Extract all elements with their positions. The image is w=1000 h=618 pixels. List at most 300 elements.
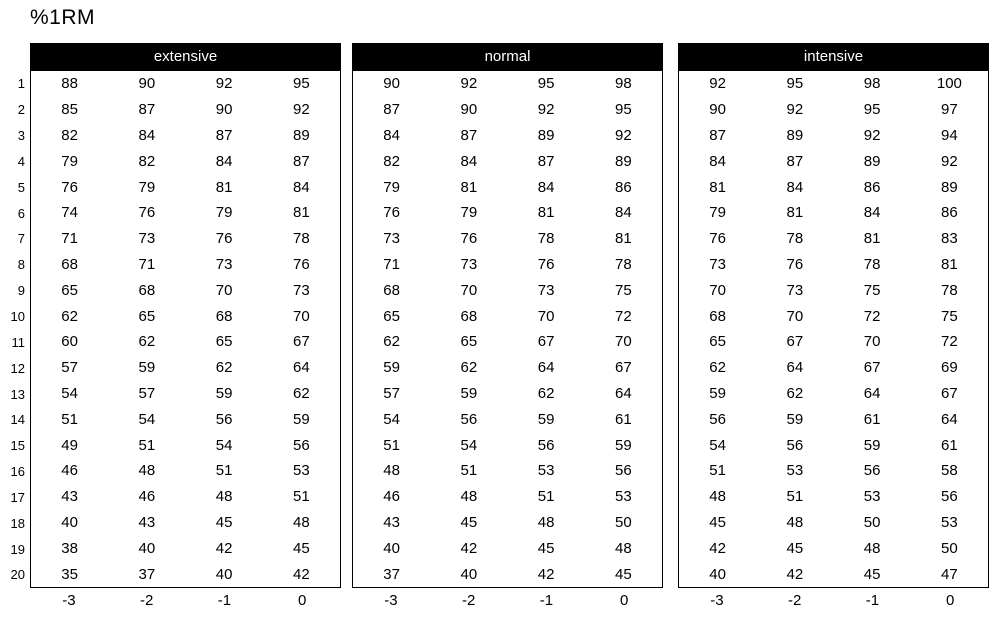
value-cell: 81 [460, 178, 478, 196]
value-cell: 90 [383, 75, 400, 93]
column-label: -2 [787, 591, 802, 609]
table-row [31, 226, 340, 252]
value-cell: 82 [138, 152, 156, 170]
value-cell: 45 [615, 565, 632, 583]
value-cell: 78 [615, 255, 632, 273]
value-cell: 42 [537, 565, 555, 583]
value-cell: 92 [215, 75, 233, 93]
table-row [31, 200, 340, 226]
value-cell: 68 [460, 307, 478, 325]
table-row [353, 277, 662, 303]
column-label: 0 [297, 591, 307, 609]
value-cell: 76 [786, 255, 804, 273]
value-cell: 72 [615, 307, 632, 325]
value-cell: 84 [383, 126, 400, 144]
value-cell: 72 [863, 307, 881, 325]
value-cell: 81 [293, 204, 310, 222]
value-cell: 40 [215, 565, 233, 583]
value-cell: 60 [61, 333, 78, 351]
value-cell: 35 [61, 565, 78, 583]
value-cell: 87 [293, 152, 310, 170]
value-cell: 53 [786, 462, 804, 480]
value-cell: 84 [863, 204, 881, 222]
value-cell: 49 [61, 436, 78, 454]
value-cell: 56 [215, 410, 233, 428]
value-cell: 50 [941, 539, 958, 557]
value-cell: 62 [709, 359, 726, 377]
table-row [353, 226, 662, 252]
row-label: 3 [17, 128, 25, 144]
column-label: 0 [945, 591, 955, 609]
value-cell: 97 [941, 101, 958, 119]
value-cell: 79 [460, 204, 478, 222]
value-cell: 81 [786, 204, 804, 222]
value-cell: 76 [215, 230, 233, 248]
value-cell: 76 [709, 230, 726, 248]
row-label: 7 [17, 231, 25, 247]
table-row [679, 355, 988, 381]
value-cell: 48 [215, 488, 233, 506]
value-cell: 73 [709, 255, 726, 273]
value-cell: 40 [709, 565, 726, 583]
value-cell: 59 [460, 384, 478, 402]
column-labels-row [678, 588, 989, 612]
value-cell: 74 [61, 204, 78, 222]
value-cell: 45 [786, 539, 804, 557]
value-cell: 76 [537, 255, 555, 273]
table-row [679, 252, 988, 278]
row-labels-column [0, 71, 25, 588]
table-row [679, 510, 988, 536]
value-cell: 70 [460, 281, 478, 299]
value-cell: 42 [786, 565, 804, 583]
table-row [353, 561, 662, 587]
column-label: -1 [539, 591, 554, 609]
row-label: 9 [17, 283, 25, 299]
table-row [679, 148, 988, 174]
value-cell: 78 [941, 281, 958, 299]
value-cell: 53 [941, 513, 958, 531]
table-row [679, 561, 988, 587]
row-label: 4 [17, 153, 25, 169]
value-cell: 78 [293, 230, 310, 248]
value-cell: 79 [215, 204, 233, 222]
table-body [30, 70, 341, 588]
table-row [353, 97, 662, 123]
table-row [679, 277, 988, 303]
value-cell: 65 [215, 333, 233, 351]
table-row [679, 406, 988, 432]
value-cell: 89 [293, 126, 310, 144]
table-row [353, 381, 662, 407]
value-cell: 56 [293, 436, 310, 454]
value-cell: 64 [293, 359, 310, 377]
value-cell: 82 [383, 152, 400, 170]
table-section-extensive [30, 43, 341, 612]
value-cell: 53 [293, 462, 310, 480]
value-cell: 62 [215, 359, 233, 377]
value-cell: 43 [138, 513, 156, 531]
table-row [353, 458, 662, 484]
value-cell: 62 [383, 333, 400, 351]
value-cell: 78 [786, 230, 804, 248]
value-cell: 75 [941, 307, 958, 325]
value-cell: 40 [383, 539, 400, 557]
table-row [31, 535, 340, 561]
table-row [679, 71, 988, 97]
value-cell: 89 [941, 178, 958, 196]
row-label: 13 [10, 386, 25, 402]
value-cell: 70 [537, 307, 555, 325]
value-cell: 70 [293, 307, 310, 325]
value-cell: 59 [383, 359, 400, 377]
table-row [353, 174, 662, 200]
table-row [679, 535, 988, 561]
value-cell: 92 [709, 75, 726, 93]
row-label: 5 [17, 179, 25, 195]
value-cell: 76 [460, 230, 478, 248]
value-cell: 86 [863, 178, 881, 196]
value-cell: 78 [537, 230, 555, 248]
value-cell: 45 [215, 513, 233, 531]
table-row [679, 381, 988, 407]
row-label: 1 [17, 76, 25, 92]
value-cell: 71 [61, 230, 78, 248]
table-row [353, 252, 662, 278]
value-cell: 54 [138, 410, 156, 428]
value-cell: 76 [293, 255, 310, 273]
value-cell: 62 [293, 384, 310, 402]
value-cell: 48 [383, 462, 400, 480]
value-cell: 65 [61, 281, 78, 299]
value-cell: 61 [863, 410, 881, 428]
column-label: 0 [619, 591, 629, 609]
value-cell: 68 [383, 281, 400, 299]
value-cell: 43 [383, 513, 400, 531]
value-cell: 84 [138, 126, 156, 144]
value-cell: 45 [537, 539, 555, 557]
value-cell: 56 [709, 410, 726, 428]
value-cell: 62 [138, 333, 156, 351]
table-row [31, 277, 340, 303]
value-cell: 75 [863, 281, 881, 299]
value-cell: 53 [537, 462, 555, 480]
value-cell: 37 [138, 565, 156, 583]
table-row [353, 71, 662, 97]
table-row [353, 355, 662, 381]
value-cell: 72 [941, 333, 958, 351]
row-label: 18 [10, 515, 25, 531]
table-row [31, 510, 340, 536]
value-cell: 42 [709, 539, 726, 557]
value-cell: 51 [709, 462, 726, 480]
section-header: normal [352, 43, 663, 70]
value-cell: 48 [537, 513, 555, 531]
figure-title: %1RM [30, 6, 96, 29]
value-cell: 87 [383, 101, 400, 119]
value-cell: 59 [615, 436, 632, 454]
table-row [679, 226, 988, 252]
value-cell: 79 [138, 178, 156, 196]
value-cell: 81 [215, 178, 233, 196]
value-cell: 38 [61, 539, 78, 557]
table-row [31, 432, 340, 458]
value-cell: 47 [941, 565, 958, 583]
value-cell: 64 [786, 359, 804, 377]
value-cell: 68 [61, 255, 78, 273]
value-cell: 51 [537, 488, 555, 506]
table-row [31, 406, 340, 432]
column-labels-row [352, 588, 663, 612]
value-cell: 84 [293, 178, 310, 196]
value-cell: 73 [138, 230, 156, 248]
table-row [31, 123, 340, 149]
value-cell: 81 [709, 178, 726, 196]
value-cell: 76 [383, 204, 400, 222]
value-cell: 73 [786, 281, 804, 299]
value-cell: 87 [537, 152, 555, 170]
value-cell: 95 [786, 75, 804, 93]
column-labels-row [30, 588, 341, 612]
value-cell: 48 [709, 488, 726, 506]
table-row [31, 148, 340, 174]
column-label: -1 [865, 591, 880, 609]
row-label: 6 [17, 205, 25, 221]
row-label: 16 [10, 464, 25, 480]
value-cell: 45 [460, 513, 478, 531]
value-cell: 46 [61, 462, 78, 480]
value-cell: 90 [709, 101, 726, 119]
value-cell: 73 [215, 255, 233, 273]
table-body [352, 70, 663, 588]
value-cell: 62 [460, 359, 478, 377]
value-cell: 76 [61, 178, 78, 196]
value-cell: 48 [863, 539, 881, 557]
table-row [353, 148, 662, 174]
value-cell: 92 [293, 101, 310, 119]
value-cell: 95 [537, 75, 555, 93]
value-cell: 64 [615, 384, 632, 402]
row-label: 14 [10, 412, 25, 428]
value-cell: 92 [941, 152, 958, 170]
value-cell: 51 [786, 488, 804, 506]
row-label: 10 [10, 309, 25, 325]
value-cell: 42 [215, 539, 233, 557]
value-cell: 57 [138, 384, 156, 402]
value-cell: 54 [383, 410, 400, 428]
value-cell: 51 [138, 436, 156, 454]
table-row [679, 123, 988, 149]
value-cell: 81 [537, 204, 555, 222]
table-row [353, 535, 662, 561]
value-cell: 51 [61, 410, 78, 428]
value-cell: 84 [786, 178, 804, 196]
value-cell: 54 [215, 436, 233, 454]
value-cell: 50 [615, 513, 632, 531]
value-cell: 54 [61, 384, 78, 402]
value-cell: 64 [941, 410, 958, 428]
value-cell: 87 [215, 126, 233, 144]
value-cell: 56 [615, 462, 632, 480]
value-cell: 89 [537, 126, 555, 144]
table-row [31, 355, 340, 381]
value-cell: 51 [383, 436, 400, 454]
table-row [353, 432, 662, 458]
value-cell: 78 [863, 255, 881, 273]
value-cell: 81 [941, 255, 958, 273]
value-cell: 42 [293, 565, 310, 583]
value-cell: 87 [138, 101, 156, 119]
value-cell: 79 [61, 152, 78, 170]
value-cell: 90 [460, 101, 478, 119]
value-cell: 45 [709, 513, 726, 531]
value-cell: 61 [941, 436, 958, 454]
value-cell: 54 [709, 436, 726, 454]
value-cell: 92 [786, 101, 804, 119]
column-label: -2 [139, 591, 154, 609]
table-section-intensive [678, 43, 989, 612]
value-cell: 71 [383, 255, 400, 273]
value-cell: 95 [863, 101, 881, 119]
table-row [31, 252, 340, 278]
row-label: 19 [10, 541, 25, 557]
value-cell: 61 [615, 410, 632, 428]
table-row [679, 484, 988, 510]
value-cell: 59 [786, 410, 804, 428]
value-cell: 46 [138, 488, 156, 506]
value-cell: 92 [460, 75, 478, 93]
table-row [31, 484, 340, 510]
value-cell: 86 [615, 178, 632, 196]
value-cell: 62 [61, 307, 78, 325]
table-row [679, 432, 988, 458]
table-row [353, 329, 662, 355]
value-cell: 92 [537, 101, 555, 119]
value-cell: 94 [941, 126, 958, 144]
value-cell: 59 [293, 410, 310, 428]
value-cell: 51 [293, 488, 310, 506]
value-cell: 98 [615, 75, 632, 93]
value-cell: 79 [383, 178, 400, 196]
value-cell: 67 [786, 333, 804, 351]
value-cell: 46 [383, 488, 400, 506]
value-cell: 89 [863, 152, 881, 170]
column-label: -3 [384, 591, 398, 609]
value-cell: 68 [215, 307, 233, 325]
value-cell: 67 [941, 384, 958, 402]
table-row [679, 458, 988, 484]
value-cell: 59 [709, 384, 726, 402]
table-row [679, 329, 988, 355]
table-body [678, 70, 989, 588]
value-cell: 67 [537, 333, 555, 351]
value-cell: 67 [615, 359, 632, 377]
value-cell: 62 [537, 384, 555, 402]
value-cell: 95 [615, 101, 632, 119]
value-cell: 73 [383, 230, 400, 248]
table-row [679, 97, 988, 123]
value-cell: 89 [786, 126, 804, 144]
value-cell: 65 [709, 333, 726, 351]
value-cell: 57 [61, 359, 78, 377]
column-label: -3 [710, 591, 724, 609]
column-label: -3 [62, 591, 76, 609]
value-cell: 53 [863, 488, 881, 506]
row-label: 12 [10, 360, 25, 376]
value-cell: 73 [460, 255, 478, 273]
value-cell: 71 [138, 255, 156, 273]
row-label: 20 [10, 567, 25, 583]
value-cell: 95 [293, 75, 310, 93]
table-row [679, 303, 988, 329]
table-row [31, 71, 340, 97]
row-label: 11 [11, 334, 25, 350]
value-cell: 69 [941, 359, 958, 377]
value-cell: 81 [615, 230, 632, 248]
value-cell: 54 [460, 436, 478, 454]
value-cell: 48 [786, 513, 804, 531]
value-cell: 59 [863, 436, 881, 454]
table-row [353, 406, 662, 432]
value-cell: 70 [215, 281, 233, 299]
table-row [353, 200, 662, 226]
value-cell: 79 [709, 204, 726, 222]
row-label: 2 [17, 102, 25, 118]
section-header: intensive [678, 43, 989, 70]
value-cell: 59 [215, 384, 233, 402]
value-cell: 37 [383, 565, 400, 583]
table-row [31, 458, 340, 484]
value-cell: 83 [941, 230, 958, 248]
value-cell: 70 [615, 333, 632, 351]
value-cell: 65 [138, 307, 156, 325]
value-cell: 45 [293, 539, 310, 557]
value-cell: 90 [215, 101, 233, 119]
value-cell: 53 [615, 488, 632, 506]
value-cell: 87 [709, 126, 726, 144]
table-row [31, 174, 340, 200]
table-row [31, 381, 340, 407]
table-row [31, 97, 340, 123]
value-cell: 62 [786, 384, 804, 402]
value-cell: 92 [615, 126, 632, 144]
column-label: -2 [461, 591, 476, 609]
value-cell: 70 [863, 333, 881, 351]
value-cell: 70 [709, 281, 726, 299]
table-row [353, 123, 662, 149]
value-cell: 82 [61, 126, 78, 144]
value-cell: 88 [61, 75, 78, 93]
value-cell: 86 [941, 204, 958, 222]
value-cell: 81 [863, 230, 881, 248]
value-cell: 40 [138, 539, 156, 557]
value-cell: 76 [138, 204, 156, 222]
table-row [31, 561, 340, 587]
value-cell: 56 [537, 436, 555, 454]
column-label: -1 [217, 591, 232, 609]
value-cell: 84 [615, 204, 632, 222]
value-cell: 50 [863, 513, 881, 531]
value-cell: 48 [460, 488, 478, 506]
value-cell: 90 [138, 75, 156, 93]
value-cell: 65 [460, 333, 478, 351]
table-row [31, 329, 340, 355]
value-cell: 59 [537, 410, 555, 428]
value-cell: 92 [863, 126, 881, 144]
value-cell: 43 [61, 488, 78, 506]
value-cell: 75 [615, 281, 632, 299]
value-cell: 84 [460, 152, 478, 170]
